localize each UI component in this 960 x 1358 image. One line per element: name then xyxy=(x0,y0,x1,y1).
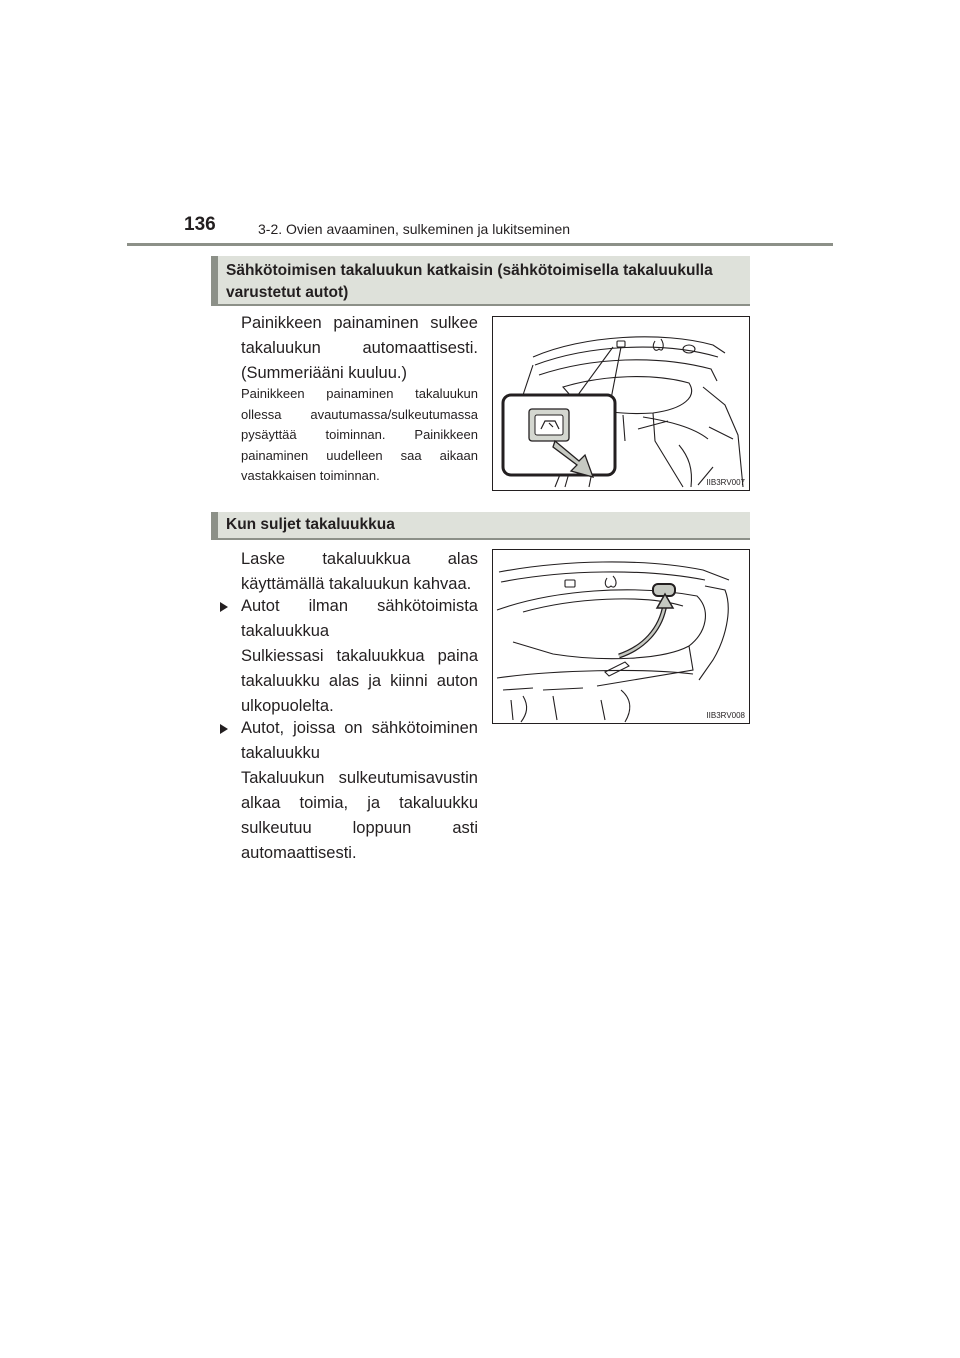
power-switch-note: Painikkeen painaminen takaluukun ollessa avautumassa/sulkeutumassa pysäyttää toiminnan. Painikkeen painaminen uudelleen saa aikaan vastakkaisen toiminnan. xyxy=(241,386,478,483)
closing-body-3: Takaluukun sulkeutumisavustin alkaa toimia, ja takaluukku sulkeutuu loppuun asti automaattisesti. xyxy=(241,769,478,862)
closing-body-1: Laske takaluukkua alas käyttämällä takaluukun kahvaa. xyxy=(241,550,478,593)
bullet-triangle-icon xyxy=(220,724,228,734)
figure-code-1: IIB3RV007 xyxy=(706,478,745,487)
tailgate-handle-illustration xyxy=(493,550,749,723)
page-number: 136 xyxy=(184,214,216,235)
figure-power-switch xyxy=(492,316,750,491)
section-heading-power-switch: Sähkötoimisen takaluukun katkaisin (sähkötoimisella takaluukulla varustetut autot) xyxy=(211,256,750,306)
figure-closing xyxy=(492,549,750,724)
bullet-with-power xyxy=(220,716,478,766)
bullet-triangle-icon xyxy=(220,602,228,612)
header-rule xyxy=(127,243,833,246)
tailgate-switch-illustration xyxy=(493,317,749,490)
running-header: 3-2. Ovien avaaminen, sulkeminen ja lukitseminen xyxy=(258,221,571,237)
closing-body-2: Sulkiessasi takaluukkua paina takaluukku alas ja kiinni auton ulkopuolelta. xyxy=(241,647,478,715)
bullet-text: Autot, joissa on sähkötoiminen takaluukku xyxy=(241,719,478,762)
bullet-without-power xyxy=(220,594,478,644)
power-switch-body: Painikkeen painaminen sulkee takaluukun automaattisesti. (Summeriääni kuuluu.) xyxy=(241,314,478,382)
section-heading-closing: Kun suljet takaluukkua xyxy=(211,512,750,540)
figure-code-2: IIB3RV008 xyxy=(706,711,745,720)
bullet-text: Autot ilman sähkötoimista takaluukkua xyxy=(241,597,478,640)
